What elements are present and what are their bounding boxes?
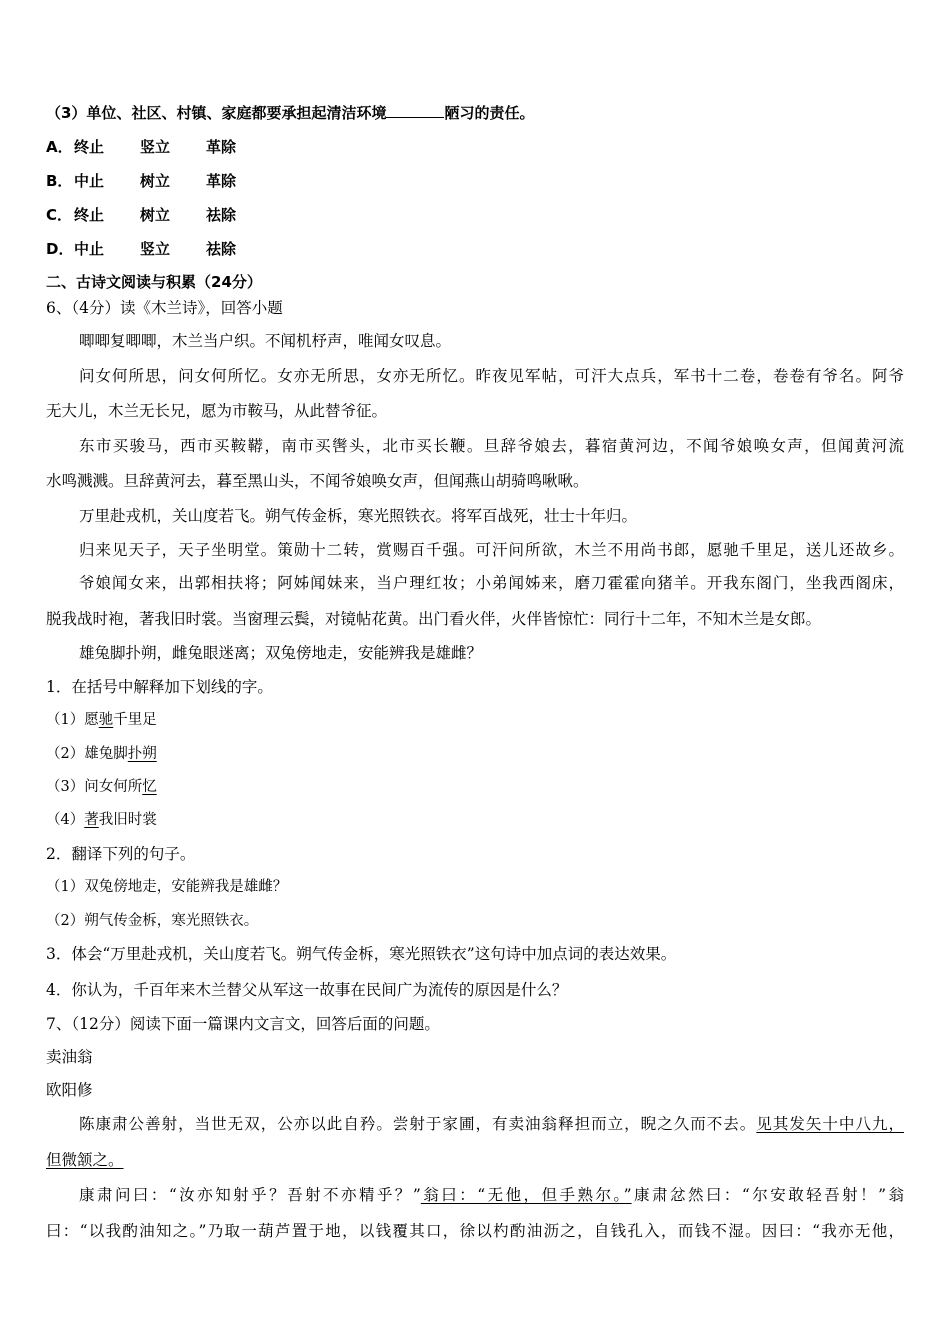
q5-3-prefix: （3）单位、社区、村镇、家庭都要承担起清洁环境 — [46, 104, 387, 122]
sub-question-1: 1．在括号中解释加下划线的字。 — [46, 678, 273, 696]
poem-line: 爷娘闻女来，出郭相扶将；阿姊闻妹来，当户理红妆；小弟闻姊来，磨刀霍霍向猪羊。开我东阁门，坐我西阁床， — [79, 574, 904, 592]
option-word: 终止 — [74, 138, 105, 156]
poem-line: 无大儿，木兰无长兄，愿为市鞍马，从此替爷征。 — [46, 402, 388, 420]
option-a — [46, 137, 272, 157]
underlined-sentence: 但微颔之。 — [46, 1151, 124, 1169]
poem-line: 雄兔脚扑朔，雌兔眼迷离；双兔傍地走，安能辨我是雄雌？ — [79, 644, 483, 662]
poem-line: 水鸣溅溅。旦辞黄河去，暮至黑山头，不闻爷娘唤女声，但闻燕山胡骑鸣啾啾。 — [46, 472, 589, 490]
prose-line — [46, 1150, 124, 1170]
option-letter: B． — [46, 172, 73, 190]
option-word: 终止 — [74, 206, 105, 224]
option-word: 中止 — [74, 172, 105, 190]
sub-item — [46, 744, 157, 764]
option-word: 中止 — [74, 240, 105, 258]
sub-question-2: 2．翻译下列的句子。 — [46, 845, 196, 863]
option-letter: A． — [46, 138, 73, 156]
sub-question-3: 3．体会“万里赴戎机，关山度若飞。朔气传金柝，寒光照铁衣”这句诗中加点词的表达效果。 — [46, 945, 677, 963]
poem-line: 东市买骏马，西市买鞍鞯，南市买辔头，北市买长鞭。旦辞爷娘去，暮宿黄河边，不闻爷娘唤女声，但闻黄河流 — [79, 437, 904, 455]
fill-blank — [386, 103, 444, 118]
option-b — [46, 171, 272, 191]
underlined-word: 著 — [84, 812, 99, 828]
prose-text: 康肃忿然曰：“尔安敢轻吾射！”翁 — [631, 1186, 904, 1204]
sub-item: （2）朔气传金柝，寒光照铁衣。 — [46, 913, 259, 929]
question-6-intro: 6、（4分）读《木兰诗》，回答小题 — [46, 299, 283, 317]
poem-line: 万里赴戎机，关山度若飞。朔气传金柝，寒光照铁衣。将军百战死，壮士十年归。 — [79, 507, 638, 525]
option-word: 革除 — [206, 138, 237, 156]
option-word: 竖立 — [140, 240, 171, 258]
option-word: 竖立 — [140, 138, 171, 156]
question-5-3 — [46, 103, 534, 123]
sub-item-text: 千里足 — [113, 712, 157, 728]
sub-item-text: 我旧时裳 — [98, 812, 157, 828]
option-c — [46, 205, 272, 225]
option-d — [46, 239, 272, 259]
underlined-word: 扑朔 — [127, 746, 157, 762]
sub-item-text: （1）愿 — [46, 712, 99, 728]
prose-text: 康肃问曰：“汝亦知射乎？吾射不亦精乎？” — [79, 1186, 421, 1204]
poem-line: 问女何所思，问女何所忆。女亦无所思，女亦无所忆。昨夜见军帖，可汗大点兵，军书十二卷，卷卷有爷名。阿爷 — [79, 367, 904, 385]
sub-item: （1）双兔傍地走，安能辨我是雄雌？ — [46, 879, 288, 895]
poem-line: 归来见天子，天子坐明堂。策勋十二转，赏赐百千强。可汗问所欲，木兰不用尚书郎，愿驰千里足，送儿还故乡。 — [79, 541, 904, 559]
poem-line: 脱我战时袍，著我旧时裳。当窗理云鬓，对镜帖花黄。出门看火伴，火伴皆惊忙：同行十二年，不知木兰是女郎。 — [46, 610, 822, 628]
prose-line — [79, 1114, 904, 1134]
sub-question-4: 4．你认为，千百年来木兰替父从军这一故事在民间广为流传的原因是什么？ — [46, 981, 568, 999]
section-heading: 二、古诗文阅读与积累（24分） — [46, 273, 262, 291]
sub-item — [46, 710, 157, 730]
question-7-intro: 7、（12分）阅读下面一篇课内文言文，回答后面的问题。 — [46, 1015, 440, 1033]
underlined-sentence: 见其发矢十中八九， — [756, 1115, 904, 1133]
prose-line — [79, 1185, 904, 1205]
underlined-sentence: 翁曰：“无他，但手熟尔。” — [420, 1186, 632, 1204]
underlined-word: 驰 — [98, 712, 114, 728]
option-letter: D． — [46, 240, 74, 258]
option-letter: C． — [46, 206, 73, 224]
underlined-word: 忆 — [142, 779, 157, 795]
sub-item-text: （3）问女何所 — [46, 779, 143, 795]
sub-item — [46, 777, 157, 797]
passage-author: 欧阳修 — [46, 1081, 93, 1099]
prose-line: 曰：“以我酌油知之。”乃取一葫芦置于地，以钱覆其口，徐以杓酌油沥之，自钱孔入，而钱不湿。因曰：“我亦无他， — [46, 1222, 904, 1240]
poem-line: 唧唧复唧唧，木兰当户织。不闻机杼声，唯闻女叹息。 — [79, 332, 452, 350]
option-word: 树立 — [140, 206, 171, 224]
passage-title: 卖油翁 — [46, 1048, 93, 1066]
option-word: 革除 — [206, 172, 237, 190]
option-word: 树立 — [140, 172, 171, 190]
sub-item — [46, 810, 157, 830]
prose-text: 陈康肃公善射，当世无双，公亦以此自矜。尝射于家圃，有卖油翁释担而立，睨之久而不去。 — [79, 1115, 757, 1133]
sub-item-text: （2）雄兔脚 — [46, 746, 128, 762]
q5-3-suffix: 陋习的责任。 — [444, 104, 535, 122]
option-word: 祛除 — [206, 206, 237, 224]
sub-item-text: （4） — [46, 812, 85, 828]
option-word: 祛除 — [206, 240, 237, 258]
